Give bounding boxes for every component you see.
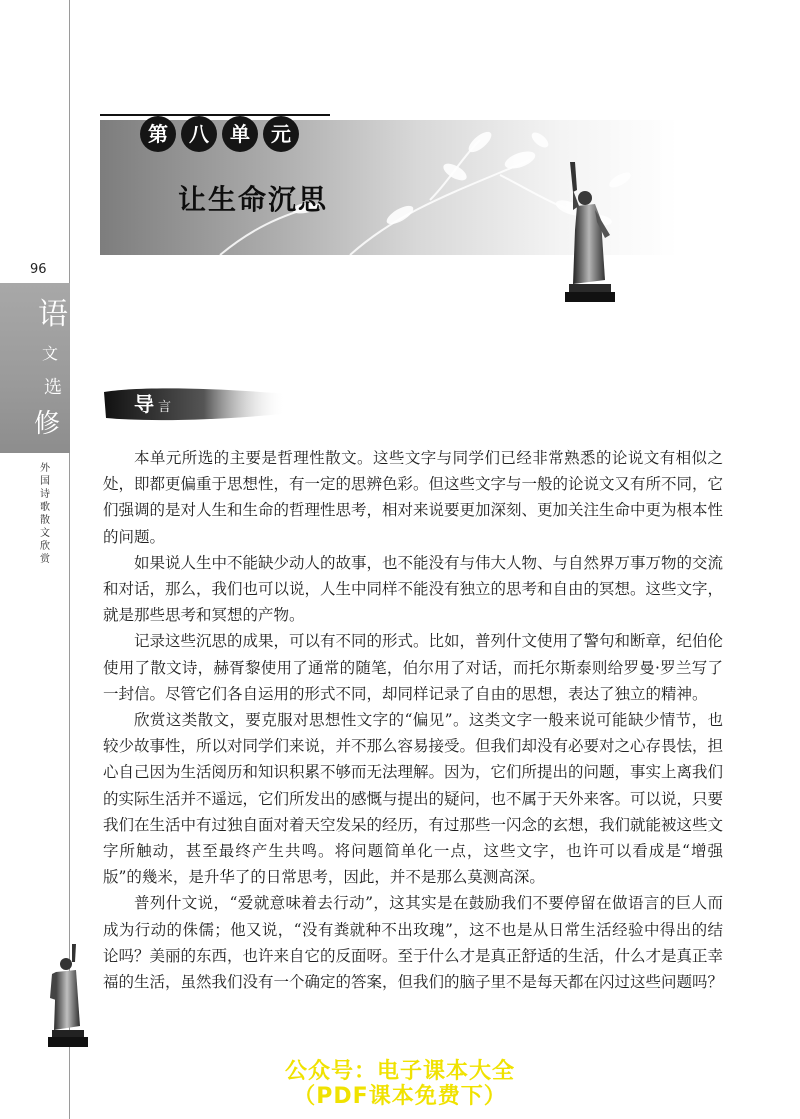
vertical-char: 外 — [40, 463, 50, 474]
unit-label-char: 元 — [263, 116, 299, 152]
introduction-body — [103, 445, 723, 995]
vertical-char: 赏 — [40, 554, 50, 565]
statue-illustration — [555, 160, 630, 310]
unit-label-char: 八 — [181, 116, 217, 152]
paragraph: 本单元所选的主要是哲理性散文。这些文字与同学们已经非常熟悉的论说文有相似之处，即都更偏重于思想性，有一定的思辨色彩。但这些文字与一般的论说文又有所不同，它们强调的是对人生和生命的哲理性思考，相对来说要更加深刻、更加关注生命中更为根本性的问题。 — [103, 449, 724, 546]
unit-title: 让生命沉思 — [178, 183, 329, 216]
watermark-line-1: 公众号：电子课本大全 — [284, 1059, 515, 1084]
vertical-char: 诗 — [40, 489, 50, 500]
watermark-line-2: （PDF课本免费下） — [293, 1084, 507, 1109]
small-statue-illustration — [42, 940, 94, 1055]
vertical-char: 欣 — [40, 541, 50, 552]
vertical-char: 歌 — [40, 502, 50, 513]
side-tab-char-2: 文 — [42, 344, 59, 363]
page-number: 96 — [30, 262, 47, 277]
paragraph: 记录这些沉思的成果，可以有不同的形式。比如，普列什文使用了警句和断章，纪伯伦使用了散文诗，赫胥黎使用了通常的随笔，伯尔用了对话，而托尔斯泰则给罗曼·罗兰写了一封信。尽管它们各自运用的形式不同，却同样记录了自由的思想，表达了独立的精神。 — [103, 632, 724, 703]
paragraph: 普列什文说，“爱就意味着去行动”，这其实是在鼓励我们不要停留在做语言的巨人而成为行动的侏儒；他又说，“没有粪就种不出玫瑰”，这不也是从日常生活经验中得出的结论吗？美丽的东西，也许来自它的反面呀。至于什么才是真正舒适的生活，什么才是真正幸福的生活，虽然我们没有一个确定的答案，但我们的脑子里不是每天都在闪过这些问题吗？ — [103, 894, 724, 992]
side-tab-vertical-label — [38, 462, 52, 566]
banner-top-rule — [100, 114, 330, 116]
vertical-char: 散 — [40, 515, 50, 526]
vertical-char: 国 — [40, 476, 50, 487]
side-tab-char-4: 修 — [34, 409, 61, 439]
guide-heading-big: 导 — [134, 392, 154, 416]
side-tab-block — [0, 283, 70, 453]
unit-label-char: 第 — [140, 116, 176, 152]
unit-label-char: 单 — [222, 116, 258, 152]
side-tab-char-1: 语 — [38, 297, 68, 332]
guide-heading-small: 言 — [158, 400, 172, 415]
paragraph: 如果说人生中不能缺少动人的故事，也不能没有与伟大人物、与自然界万事万物的交流和对话，那么，我们也可以说，人生中同样不能没有独立的思考和自由的冥想。这些文字，就是那些思考和冥想的产物。 — [103, 553, 724, 625]
side-tab-char-3: 选 — [44, 377, 62, 398]
guide-brush-stroke — [100, 384, 290, 424]
paragraph: 欣赏这类散文，要克服对思想性文字的“偏见”。这类文字一般来说可能缺少情节，也较少故事性，所以对同学们来说，并不那么容易接受。但我们却没有必要对之心存畏怯，担心自己因为生活阅历和知识积累不够而无法理解。因为，它们所提出的问题，事实上离我们的实际生活并不遥远，它们所发出的感慨与提出的疑问，也不属于天外来客。可以说，只要我们在生活中有过独自面对着天空发呆的经历，有过那些一闪念的玄想，我们就能被这些文字所触动，甚至最终产生共鸣。将问题简单化一点，这些文字，也许可以看成是“增强版”的幾米，是升华了的日常思考，因此，并不是那么莫测高深。 — [103, 711, 724, 887]
vertical-char: 文 — [40, 528, 50, 539]
